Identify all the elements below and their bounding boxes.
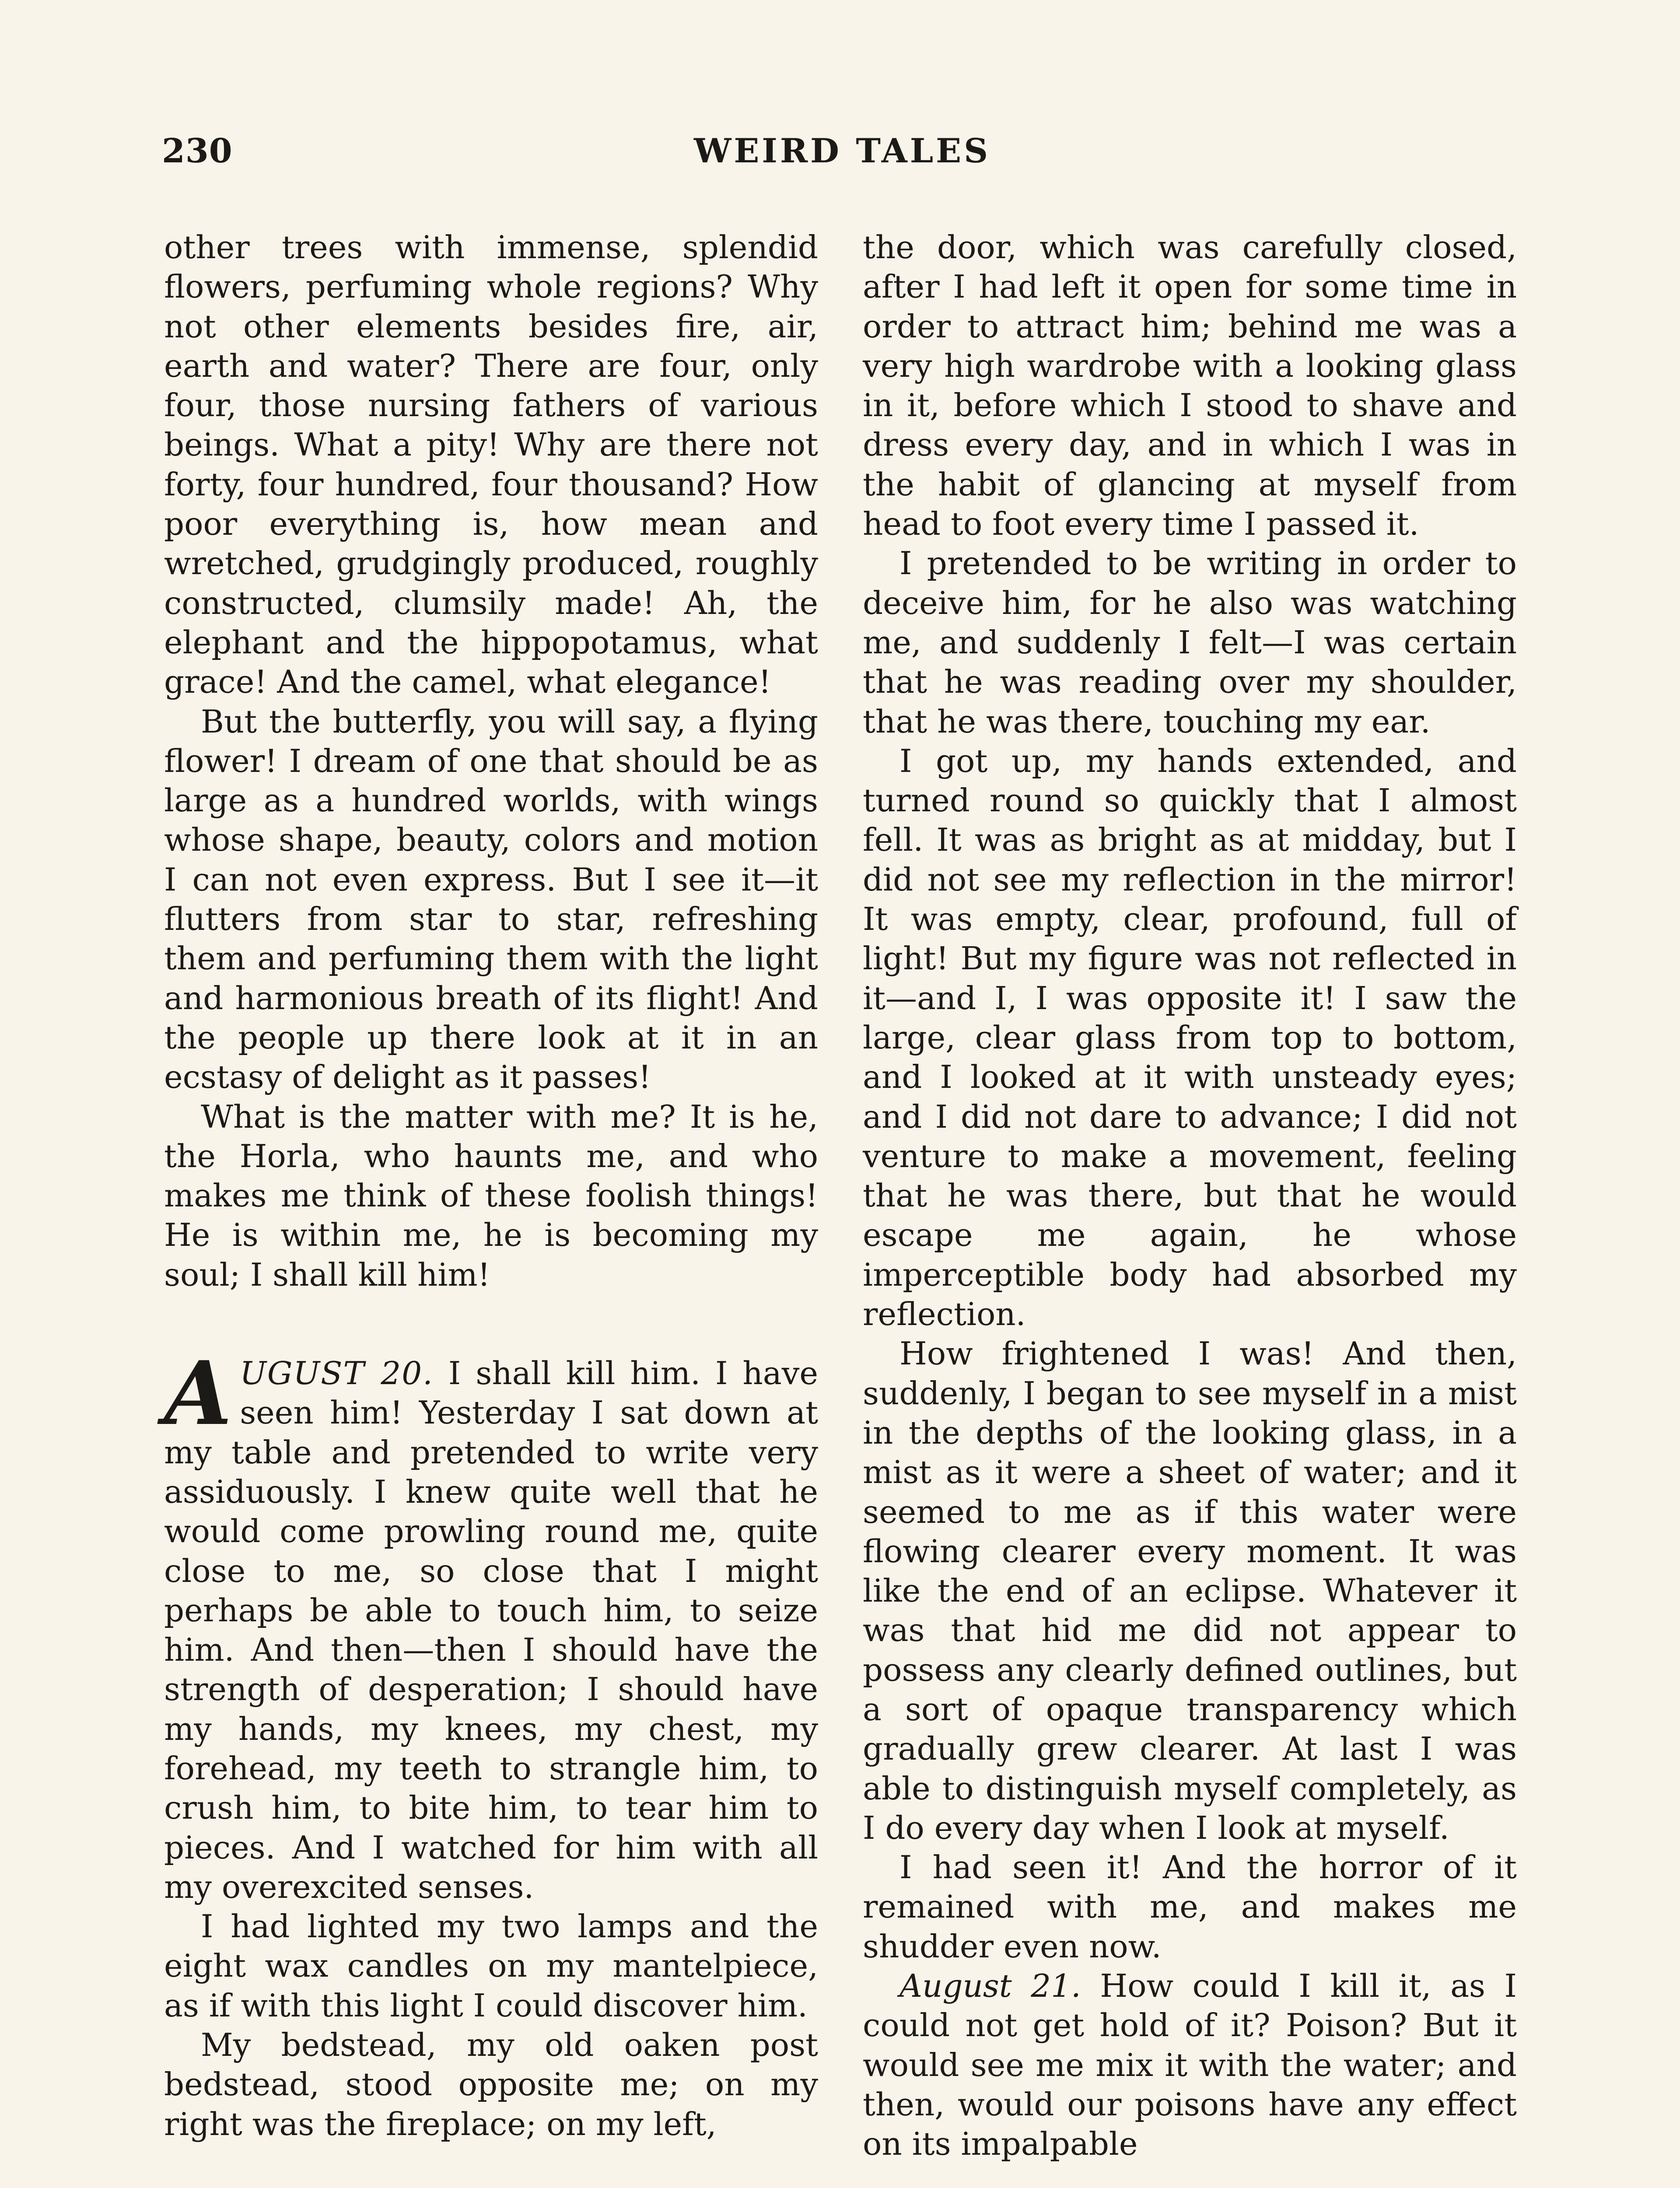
paragraph: I had seen it! And the horror of it remained with me, and makes me shudder even now.	[863, 1849, 1517, 1965]
paragraph: I pretended to be writing in order to deceive him, for he also was watching me, and suddenly I felt—I was certain that he was reading over my shoulder, that he was there, touching my ear.	[863, 545, 1517, 740]
entry-date: UGUST 20.	[240, 1355, 434, 1392]
paragraph: But the butterfly, you will say, a flying flower! I dream of one that should be as large as a hundred worlds, with wings whose shape, beauty, colors and motion I can not even express. But I see it—it flutters from star to star, refreshing them and perfuming them with the light and harmonious breath of its flight! And the people up there look at it in an ecstasy of delight as it passes!	[164, 703, 818, 1096]
page-header	[162, 131, 1522, 179]
right-column	[863, 228, 1517, 2164]
drop-cap: A	[164, 1342, 232, 1445]
dated-entry-paragraph	[164, 1342, 818, 1907]
paragraph: How frightened I was! And then, suddenly, I began to see myself in a mist in the depths of the looking glass, in a mist as it were a sheet of water; and it seemed to me as if this water were flowing clearer every moment. It was like the end of an eclipse. Whatever it was that hid me did not appear to possess any clearly defined outlines, but a sort of opaque transparency which gradually grew clearer. At last I was able to distinguish myself completely, as I do every day when I look at myself.	[863, 1335, 1517, 1846]
paragraph: My bedstead, my old oaken post bedstead, stood opposite me; on my right was the fireplace; on my left,	[164, 2027, 818, 2142]
running-title: WEIRD TALES	[694, 131, 990, 170]
entry-text: How could I kill it, as I could not get hold of it? Poison? But it would see me mix it with the water; and then, would our poisons have any effect on its impalpable	[863, 1967, 1517, 2163]
entry-text: I shall kill him. I have seen him! Yesterday I sat down at my table and pretended to write very assiduously. I knew quite well that he would come prowling round me, quite close to me, so close that I might perhaps be able to touch him, to seize him. And then—then I should have the strength of desperation; I should have my hands, my knees, my chest, my forehead, my teeth to strangle him, to crush him, to bite him, to tear him to pieces. And I watched for him with all my overexcited senses.	[164, 1355, 818, 1905]
paragraph: I got up, my hands extended, and turned round so quickly that I almost fell. It was as bright as at midday, but I did not see my reflection in the mirror! It was empty, clear, profound, full of light! But my figure was not reflected in it—and I, I was opposite it! I saw the large, clear glass from top to bottom, and I looked at it with unsteady eyes; and I did not dare to advance; I did not venture to make a movement, feeling that he was there, but that he would escape me again, he whose imperceptible body had absorbed my reflection.	[863, 742, 1517, 1333]
page-number: 230	[162, 131, 233, 170]
left-column	[164, 228, 818, 2144]
section-break	[164, 1294, 818, 1353]
paragraph: the door, which was carefully closed, after I had left it open for some time in order to attract him; behind me was a very high wardrobe with a looking glass in it, before which I stood to shave and dress every day, and in which I was in the habit of glancing at myself from head to foot every time I passed it.	[863, 229, 1517, 543]
paragraph: What is the matter with me? It is he, the Horla, who haunts me, and who makes me think of these foolish things! He is within me, he is becoming my soul; I shall kill him!	[164, 1098, 818, 1293]
dated-entry-paragraph	[863, 1966, 1517, 2163]
paragraph: I had lighted my two lamps and the eight wax candles on my mantelpiece, as if with this light I could discover him.	[164, 1908, 818, 2024]
paragraph: other trees with immense, splendid flowers, perfuming whole regions? Why not other elements besides fire, air, earth and water? There are four, only four, those nursing fathers of various beings. What a pity! Why are there not forty, four hundred, four thousand? How poor everything is, how mean and wretched, grudgingly produced, roughly constructed, clumsily made! Ah, the elephant and the hippopotamus, what grace! And the camel, what elegance!	[164, 229, 818, 701]
entry-date: August 21.	[900, 1967, 1081, 2005]
